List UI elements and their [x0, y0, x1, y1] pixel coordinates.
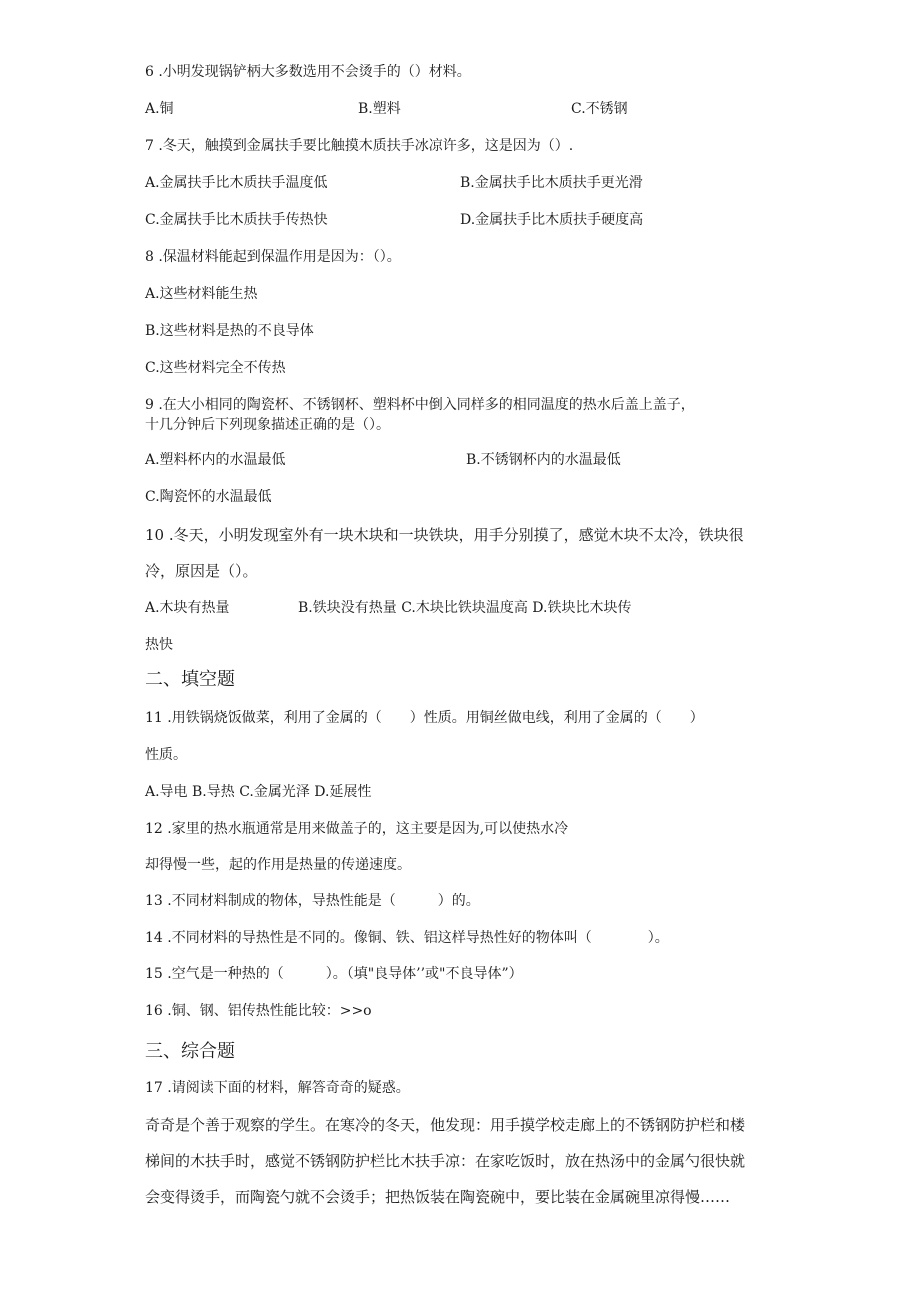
question-9-stem-line-2: 十几分钟后下列现象描述正确的是（）。	[145, 417, 390, 433]
question-12-line-1: 12 .家里的热水瓶通常是用来做盖子的，这主要是因为,可以使热水冷	[145, 821, 569, 837]
question-7-option-b: B.金属扶手比木质扶手更光滑	[460, 175, 643, 191]
question-9-option-a: A.塑料杯内的水温最低	[145, 452, 286, 468]
question-14: 14 .不同材料的导热性是不同的。像铜、铁、铝这样导热性好的物体叫（ ）。	[145, 930, 669, 946]
question-7-option-a: A.金属扶手比木质扶手温度低	[145, 175, 328, 191]
question-6-option-a: A.铜	[145, 101, 174, 117]
question-11-options: A.导电 B.导热 C.金属光泽 D.延展性	[145, 784, 372, 800]
section-3-title: 三、综合题	[145, 1041, 235, 1062]
question-10-stem-line-1: 10 .冬天，小明发现室外有一块木块和一块铁块，用手分别摸了，感觉木块不太冷，铁块很	[145, 526, 744, 544]
question-6-option-c: C.不锈钢	[571, 101, 628, 117]
question-16: 16 .铜、钢、铝传热性能比较：>>o	[145, 1003, 372, 1019]
question-8-option-c: C.这些材料完全不传热	[145, 360, 286, 376]
question-12-line-2: 却得慢一些，起的作用是热量的传递速度。	[145, 857, 411, 873]
question-10-options-tail: 热快	[145, 637, 173, 653]
question-11-line-2: 性质。	[145, 747, 187, 763]
question-10-options-bcd: B.铁块没有热量 C.木块比铁块温度高 D.铁块比木块传	[298, 600, 632, 616]
question-9-stem-line-1: 9 .在大小相同的陶瓷杯、不锈钢杯、塑料杯中倒入同样多的相同温度的热水后盖上盖子，	[145, 397, 695, 413]
question-15: 15 .空气是一种热的（ ）。（填"良导体’’或"不良导体”）	[145, 966, 523, 982]
question-6-stem: 6 .小明发现锅铲柄大多数选用不会烫手的（）材料。	[145, 64, 471, 80]
passage-line-3: 会变得烫手，而陶瓷勺就不会烫手；把热饭装在陶瓷碗中，要比装在金属碗里凉得慢……	[145, 1188, 731, 1206]
question-9-option-b: B.不锈钢杯内的水温最低	[466, 452, 621, 468]
section-2-title: 二、填空题	[145, 669, 235, 690]
question-7-option-c: C.金属扶手比木质扶手传热快	[145, 212, 328, 228]
question-17: 17 .请阅读下面的材料，解答奇奇的疑惑。	[145, 1080, 410, 1096]
question-9-option-c: C.陶瓷怀的水温最低	[145, 489, 272, 505]
question-13: 13 .不同材料制成的物体，导热性能是（ ）的。	[145, 893, 480, 909]
question-11-line-1: 11 .用铁锅烧饭做菜，利用了金属的（ ）性质。用铜丝做电线，利用了金属的（ ）	[145, 710, 704, 726]
question-10-option-a: A.木块有热量	[145, 600, 230, 616]
passage-line-1: 奇奇是个善于观察的学生。在寒冷的冬天，他发现：用手摸学校走廊上的不锈钢防护栏和楼	[145, 1116, 746, 1134]
question-7-stem: 7 .冬天，触摸到金属扶手要比触摸木质扶手冰凉许多，这是因为（）.	[145, 138, 574, 154]
question-7-option-d: D.金属扶手比木质扶手硬度高	[460, 212, 644, 228]
question-8-stem: 8 .保温材料能起到保温作用是因为：（）。	[145, 249, 401, 265]
question-8-option-a: A.这些材料能生热	[145, 286, 258, 302]
passage-line-2: 梯间的木扶手时，感觉不锈钢防护栏比木扶手凉：在家吃饭时，放在热汤中的金属勺很快就	[145, 1152, 746, 1170]
question-10-stem-line-2: 冷，原因是（）。	[145, 562, 258, 580]
question-6-option-b: B.塑料	[358, 101, 401, 117]
question-8-option-b: B.这些材料是热的不良导体	[145, 323, 314, 339]
